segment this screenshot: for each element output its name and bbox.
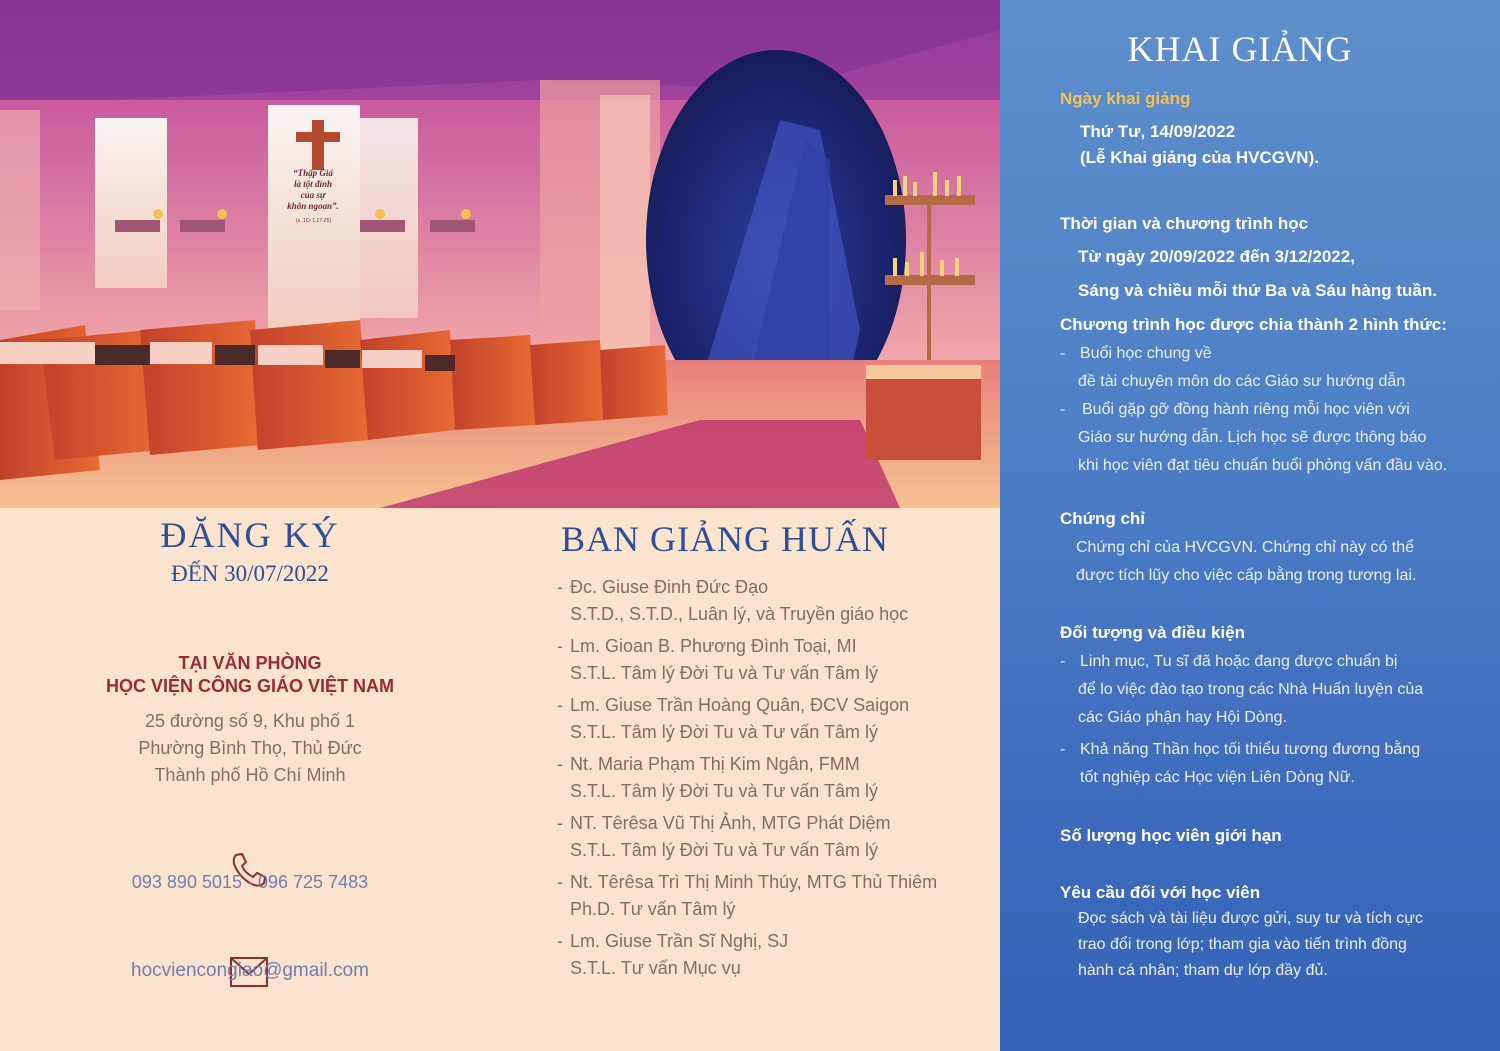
faculty-list xyxy=(557,574,977,987)
member-name: Lm. Gioan B. Phương Đình Toại, MI xyxy=(570,636,857,656)
certificate-heading: Chứng chỉ xyxy=(1060,509,1146,528)
member-degree: S.T.L. Tâm lý Đời Tu và Tư vấn Tâm lý xyxy=(570,663,878,683)
target-line: để lo việc đào tạo trong các Nhà Huấn luyện của xyxy=(1078,681,1424,698)
target-line: Linh mục, Tu sĩ đã hoặc đang được chuẩn bị xyxy=(1080,653,1398,670)
opening-date-note: (Lễ Khai giảng của HVCGVN). xyxy=(1080,148,1319,167)
member-degree: S.T.L. Tâm lý Đời Tu và Tư vấn Tâm lý xyxy=(570,781,878,801)
faculty-member: - Nt. Maria Phạm Thị Kim Ngân, FMM S.T.L. Tâm lý Đời Tu và Tư vấn Tâm lý xyxy=(557,751,977,810)
format-heading: Chương trình học được chia thành 2 hình thức: xyxy=(1060,315,1447,334)
registration-deadline: ĐẾN 30/07/2022 xyxy=(171,561,329,586)
requirement-line: trao đổi trong lớp; tham gia vào tiến trình đồng xyxy=(1078,936,1407,953)
requirement-line: Đọc sách và tài liệu được gửi, suy tư và tích cực xyxy=(1078,910,1424,927)
member-name: NT. Têrêsa Vũ Thị Ảnh, MTG Phát Diệm xyxy=(570,813,891,833)
faculty-member: - Nt. Têrêsa Trì Thị Minh Thúy, MTG Thủ Thiêm Ph.D. Tư vấn Tâm lý xyxy=(557,869,977,928)
quote-reference: (x. 1Cr 1,17-25) xyxy=(296,218,332,224)
quote-line-4: khôn ngoan”. xyxy=(287,201,339,211)
member-degree: S.T.L. Tâm lý Đời Tu và Tư vấn Tâm lý xyxy=(570,840,878,860)
member-degree: S.T.L. Tâm lý Đời Tu và Tư vấn Tâm lý xyxy=(570,722,878,742)
target-line: Khả năng Thần học tối thiểu tương đương bằng xyxy=(1080,741,1421,758)
target-item: - Khả năng Thần học tối thiểu tương đương bằng tốt nghiệp các Học viện Liên Dòng Nữ. xyxy=(1060,736,1480,792)
schedule-days: Sáng và chiều mỗi thứ Ba và Sáu hàng tuần. xyxy=(1078,281,1437,300)
faculty-member: - Lm. Giuse Trần Sĩ Nghị, SJ S.T.L. Tư vấn Mục vụ xyxy=(557,928,977,987)
faculty-member: - Lm. Giuse Trần Hoàng Quân, ĐCV Saigon S.T.L. Tâm lý Đời Tu và Tư vấn Tâm lý xyxy=(557,692,977,751)
cross-quote xyxy=(278,168,348,212)
quote-line-2: là tột đỉnh xyxy=(293,179,332,189)
target-line: các Giáo phận hay Hội Dòng. xyxy=(1078,709,1288,726)
quote-line-3: của sự xyxy=(300,190,326,200)
format-line: khi học viên đạt tiêu chuẩn buổi phỏng vấn đầu vào. xyxy=(1078,457,1448,474)
opening-date-label: Ngày khai giảng xyxy=(1060,89,1191,108)
office-heading xyxy=(0,652,500,698)
member-name: Lm. Giuse Trần Hoàng Quân, ĐCV Saigon xyxy=(570,695,910,715)
address-line-3: Thành phố Hồ Chí Minh xyxy=(154,765,346,785)
faculty-member: - Lm. Gioan B. Phương Đình Toại, MI S.T.L. Tâm lý Đời Tu và Tư vấn Tâm lý xyxy=(557,633,977,692)
member-degree: S.T.D., S.T.D., Luân lý, và Truyền giáo học xyxy=(570,604,909,624)
certificate-line: được tích lũy cho việc cấp bằng trong tương lai. xyxy=(1076,567,1417,584)
target-item: - Linh mục, Tu sĩ đã hoặc đang được chuẩn bị để lo việc đào tạo trong các Nhà Huấn luyện của các Giáo phận hay Hội Dòng. xyxy=(1060,648,1480,732)
format-line: Buổi học chung về xyxy=(1080,345,1212,362)
target-line: tốt nghiệp các Học viện Liên Dòng Nữ. xyxy=(1080,769,1355,786)
faculty-member: - NT. Têrêsa Vũ Thị Ảnh, MTG Phát Diệm S.T.L. Tâm lý Đời Tu và Tư vấn Tâm lý xyxy=(557,810,977,869)
requirement-line: hành cá nhân; tham dự lớp đầy đủ. xyxy=(1078,962,1328,979)
office-line-2: HỌC VIỆN CÔNG GIÁO VIỆT NAM xyxy=(105,676,395,696)
format-line: Giáo sư hướng dẫn. Lịch học sẽ được thông báo xyxy=(1078,429,1427,446)
church-illustration xyxy=(0,0,1000,508)
opening-date: Thứ Tư, 14/09/2022 xyxy=(1080,122,1236,141)
certificate-text xyxy=(1076,534,1476,590)
member-degree: S.T.L. Tư vấn Mục vụ xyxy=(570,958,741,978)
format-line: đề tài chuyên môn do các Giáo sư hướng dẫn xyxy=(1078,373,1406,390)
limit-heading: Số lượng học viên giới hạn xyxy=(1060,826,1282,845)
opening-panel xyxy=(1000,0,1500,1051)
format-item: - Buổi gặp gỡ đồng hành riêng mỗi học viên với Giáo sư hướng dẫn. Lịch học sẽ được thông báo khi học viên đạt tiêu chuẩn buổi phỏng vấn đầu vào. xyxy=(1060,396,1480,480)
format-line: Buổi gặp gỡ đồng hành riêng mỗi học viên với xyxy=(1082,401,1410,418)
phone-numbers[interactable]: 093 890 5015 - 096 725 7483 xyxy=(131,872,369,892)
email-link[interactable]: hocviencongiao@gmail.com xyxy=(131,960,369,981)
address-line-2: Phường Bình Thọ, Thủ Đức xyxy=(138,738,362,758)
schedule-dates: Từ ngày 20/09/2022 đến 3/12/2022, xyxy=(1078,247,1355,266)
member-name: Nt. Têrêsa Trì Thị Minh Thúy, MTG Thủ Thiêm xyxy=(570,872,938,892)
address-line-1: 25 đường số 9, Khu phố 1 xyxy=(144,711,355,731)
opening-title: KHAI GIẢNG xyxy=(1127,29,1353,69)
requirements-text xyxy=(1078,906,1478,984)
member-name: Nt. Maria Phạm Thị Kim Ngân, FMM xyxy=(570,754,860,774)
faculty-title: BAN GIẢNG HUẤN xyxy=(561,519,889,559)
quote-line-1: “Thập Giá xyxy=(293,168,333,178)
faculty-member: - Đc. Giuse Đinh Đức Đạo S.T.D., S.T.D., Luân lý, và Truyền giáo học xyxy=(557,574,977,633)
schedule-heading: Thời gian và chương trình học xyxy=(1060,214,1309,233)
member-name: Lm. Giuse Trần Sĩ Nghị, SJ xyxy=(570,931,789,951)
office-address xyxy=(0,708,500,789)
member-degree: Ph.D. Tư vấn Tâm lý xyxy=(570,899,736,919)
registration-title: ĐĂNG KÝ xyxy=(160,515,340,555)
office-line-1: TẠI VĂN PHÒNG xyxy=(178,653,322,673)
format-item: - Buổi học chung về đề tài chuyên môn do các Giáo sư hướng dẫn xyxy=(1060,340,1480,396)
certificate-line: Chứng chỉ của HVCGVN. Chứng chỉ này có thể xyxy=(1076,539,1415,556)
requirements-heading: Yêu cầu đối với học viên xyxy=(1060,883,1261,902)
target-heading: Đối tượng và điều kiện xyxy=(1060,623,1245,642)
member-name: Đc. Giuse Đinh Đức Đạo xyxy=(570,577,769,597)
